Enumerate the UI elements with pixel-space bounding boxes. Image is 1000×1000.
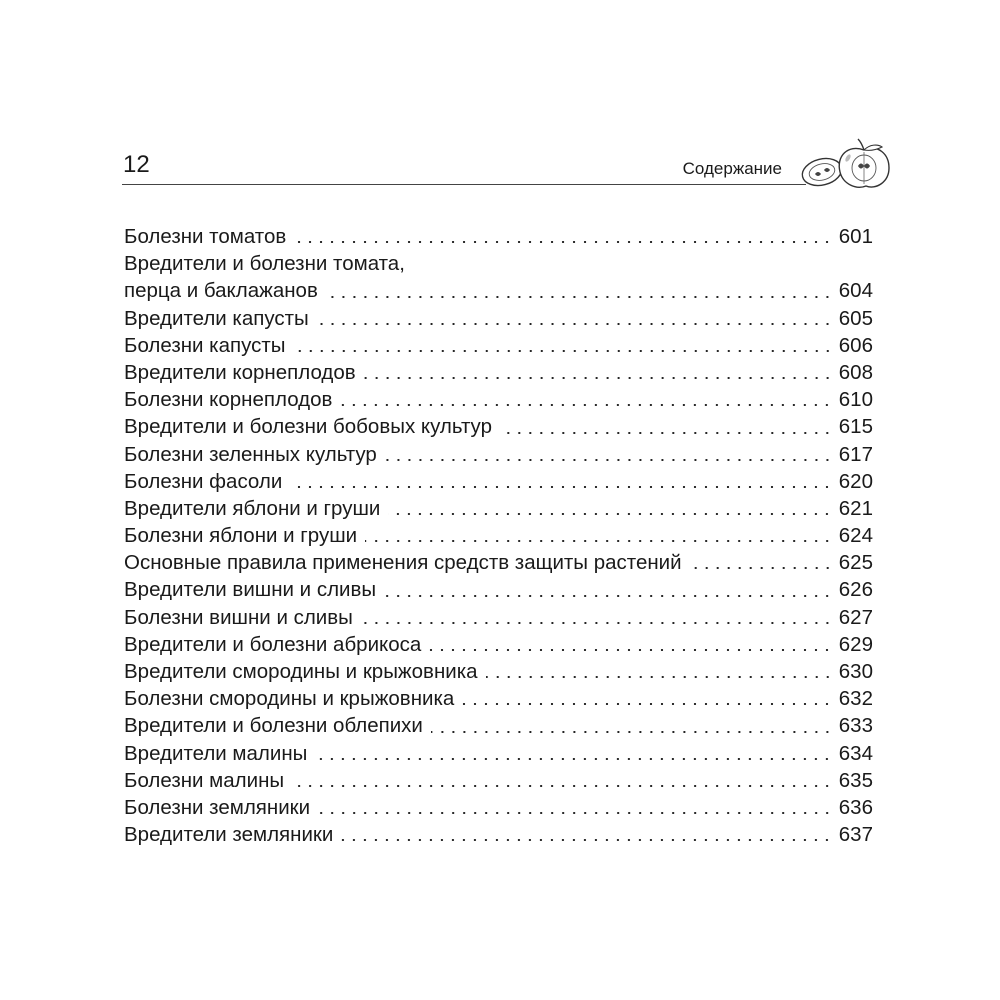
toc-entry-page: 626 [838, 578, 873, 602]
toc-entry-title: Вредители и болезни облепихи [124, 714, 423, 738]
dot-leader [385, 459, 833, 461]
dot-leader [340, 404, 832, 406]
toc-entry[interactable] [124, 631, 873, 658]
toc-entry-title: Вредители яблони и груши [124, 496, 381, 520]
toc-entry-page: 632 [838, 687, 873, 711]
toc-entry-title: Вредители малины [124, 741, 308, 765]
dot-leader [290, 486, 832, 488]
toc-entry[interactable] [124, 495, 873, 522]
toc-entry-page: 604 [838, 279, 873, 303]
toc-entry-title: Вредители капусты [124, 306, 309, 330]
page-number: 12 [123, 151, 150, 178]
toc-entry-title: Болезни корнеплодов [124, 388, 333, 412]
dot-leader [500, 432, 833, 434]
toc-entry[interactable] [124, 277, 873, 304]
toc-entry-page: 629 [838, 632, 873, 656]
dot-leader [690, 567, 833, 569]
toc-entry[interactable] [124, 305, 873, 332]
toc-entry[interactable] [124, 386, 873, 413]
apple-halves-icon [796, 138, 892, 192]
toc-entry-page: 636 [838, 795, 873, 819]
toc-entry-title: Болезни томатов [124, 225, 287, 248]
toc-entry-page: 620 [838, 469, 873, 493]
toc-entry-title: Болезни яблони и груши [124, 524, 358, 548]
dot-leader [365, 540, 833, 542]
toc-entry-page: 608 [838, 360, 873, 384]
toc-entry-title: Вредители вишни и сливы [124, 578, 377, 602]
dot-leader [462, 703, 832, 705]
toc-entry[interactable] [124, 223, 873, 250]
toc-entry-page: 605 [838, 306, 873, 330]
toc-entry[interactable] [124, 413, 873, 440]
table-of-contents [124, 223, 873, 848]
toc-entry[interactable] [124, 604, 873, 631]
toc-entry[interactable] [124, 549, 873, 576]
toc-entry-title: перца и баклажанов [124, 279, 318, 303]
toc-entry-title: Вредители земляники [124, 823, 334, 847]
dot-leader [429, 649, 832, 651]
dot-leader [486, 676, 833, 678]
toc-entry[interactable] [124, 767, 873, 794]
toc-entry[interactable] [124, 522, 873, 549]
toc-entry-title: Вредители и болезни бобовых культур [124, 415, 492, 439]
toc-entry-page: 610 [838, 388, 873, 412]
dot-leader [361, 622, 833, 624]
toc-entry-page: 624 [838, 524, 873, 548]
toc-entry-page: 637 [838, 823, 873, 847]
running-title: Содержание [682, 159, 782, 178]
toc-entry-page: 630 [838, 660, 873, 683]
toc-entry-title: Вредители и болезни томата, [124, 252, 405, 276]
dot-leader [294, 241, 833, 243]
dot-leader [326, 296, 833, 298]
toc-entry-title: Болезни фасоли [124, 469, 283, 493]
dot-leader [384, 595, 833, 597]
toc-entry[interactable] [124, 250, 873, 277]
dot-leader [292, 785, 833, 787]
toc-entry-title: Болезни зеленных культур [124, 442, 377, 466]
dot-leader [318, 812, 833, 814]
dot-leader [388, 513, 832, 515]
toc-entry[interactable] [124, 576, 873, 603]
toc-entry[interactable] [124, 740, 873, 767]
toc-entry[interactable] [124, 359, 873, 386]
toc-entry-page: 601 [838, 225, 873, 248]
toc-entry-title: Вредители и болезни абрикоса [124, 632, 422, 656]
toc-entry-page: 634 [838, 741, 873, 765]
toc-entry-page: 617 [838, 442, 873, 466]
toc-entry-page: 625 [838, 551, 873, 575]
toc-entry[interactable] [124, 658, 873, 685]
toc-entry[interactable] [124, 712, 873, 739]
toc-entry-page: 606 [838, 333, 873, 357]
toc-entry[interactable] [124, 794, 873, 821]
dot-leader [315, 758, 832, 760]
header-rule [122, 184, 806, 185]
toc-entry-title: Болезни вишни и сливы [124, 605, 353, 629]
toc-entry[interactable] [124, 441, 873, 468]
toc-entry-title: Болезни земляники [124, 795, 311, 819]
dot-leader [341, 839, 832, 841]
toc-entry-title: Основные правила применения средств защиты растений [124, 551, 682, 575]
toc-entry[interactable] [124, 332, 873, 359]
toc-entry-title: Болезни малины [124, 768, 285, 792]
toc-entry-page: 633 [838, 714, 873, 738]
toc-entry[interactable] [124, 468, 873, 495]
toc-entry-title: Болезни смородины и крыжовника [124, 687, 455, 711]
toc-entry[interactable] [124, 821, 873, 848]
dot-leader [317, 323, 833, 325]
toc-entry-page: 635 [838, 768, 873, 792]
toc-entry-page: 621 [838, 496, 873, 520]
toc-entry-title: Вредители корнеплодов [124, 360, 356, 384]
dot-leader [294, 350, 833, 352]
dot-leader [431, 731, 833, 733]
toc-entry[interactable] [124, 685, 873, 712]
toc-entry-title: Болезни капусты [124, 333, 286, 357]
dot-leader [364, 377, 833, 379]
toc-entry-page: 627 [838, 605, 873, 629]
toc-entry-page: 615 [838, 415, 873, 439]
toc-entry-title: Вредители смородины и крыжовника [124, 660, 478, 683]
